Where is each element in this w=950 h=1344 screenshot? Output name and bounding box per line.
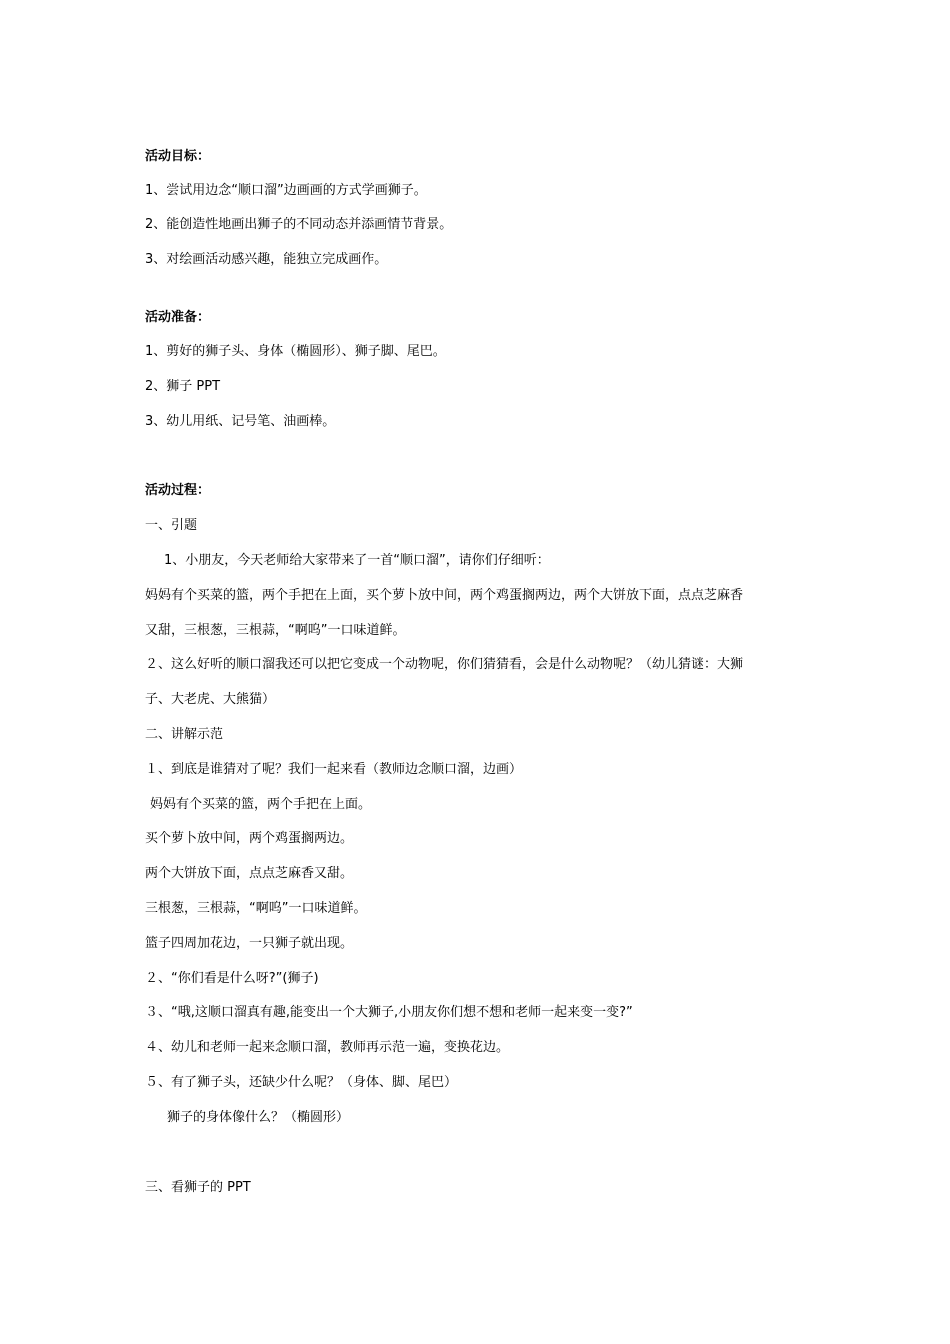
preparation-item: 1、剪好的狮子头、身体（椭圆形）、狮子脚、尾巴。 xyxy=(145,344,446,359)
process-section-title: 一、引题 xyxy=(145,518,198,533)
process-line: ３、“哦,这顺口溜真有趣,能变出一个大狮子,小朋友你们想不想和老师一起来变一变?” xyxy=(145,1005,633,1020)
process-line: ２、“你们看是什么呀?”(狮子) xyxy=(145,971,319,986)
process-line: 子、大老虎、大熊猫） xyxy=(145,692,276,707)
goal-item: 1、尝试用边念“顺口溜”边画画的方式学画狮子。 xyxy=(145,183,427,198)
process-line: 1、小朋友，今天老师给大家带来了一首“顺口溜”，请你们仔细听： xyxy=(164,553,550,568)
preparation-item: 2、狮子 PPT xyxy=(145,379,221,394)
process-section-title: 三、看狮子的 PPT xyxy=(145,1180,251,1195)
process-line: ２、这么好听的顺口溜我还可以把它变成一个动物呢，你们猜猜看，会是什么动物呢？（幼儿猜谜：大狮 xyxy=(145,657,744,672)
process-line: 又甜，三根葱，三根蒜，“啊呜”一口味道鲜。 xyxy=(145,623,406,638)
process-line: 两个大饼放下面，点点芝麻香又甜。 xyxy=(145,866,354,881)
process-line: 妈妈有个买菜的篮，两个手把在上面。 xyxy=(150,797,372,812)
process-line: ５、有了狮子头，还缺少什么呢？（身体、脚、尾巴） xyxy=(145,1075,458,1090)
process-heading: 活动过程： xyxy=(145,483,211,498)
goals-heading: 活动目标： xyxy=(145,149,211,164)
process-section-title: 二、讲解示范 xyxy=(145,727,224,742)
goal-item: 2、能创造性地画出狮子的不同动态并添画情节背景。 xyxy=(145,217,453,232)
goal-item: 3、对绘画活动感兴趣，能独立完成画作。 xyxy=(145,252,388,267)
preparation-item: 3、幼儿用纸、记号笔、油画棒。 xyxy=(145,414,336,429)
preparation-heading: 活动准备： xyxy=(145,310,211,325)
process-line: 狮子的身体像什么？（椭圆形） xyxy=(167,1110,350,1125)
process-line: 买个萝卜放中间，两个鸡蛋搁两边。 xyxy=(145,831,354,846)
process-line: 篮子四周加花边，一只狮子就出现。 xyxy=(145,936,354,951)
process-line: 妈妈有个买菜的篮，两个手把在上面，买个萝卜放中间，两个鸡蛋搁两边，两个大饼放下面，点点芝麻香 xyxy=(145,588,744,603)
process-line: １、到底是谁猜对了呢？我们一起来看（教师边念顺口溜，边画） xyxy=(145,762,523,777)
process-line: 三根葱，三根蒜，“啊呜”一口味道鲜。 xyxy=(145,901,367,916)
process-line: ４、幼儿和老师一起来念顺口溜，教师再示范一遍，变换花边。 xyxy=(145,1040,510,1055)
